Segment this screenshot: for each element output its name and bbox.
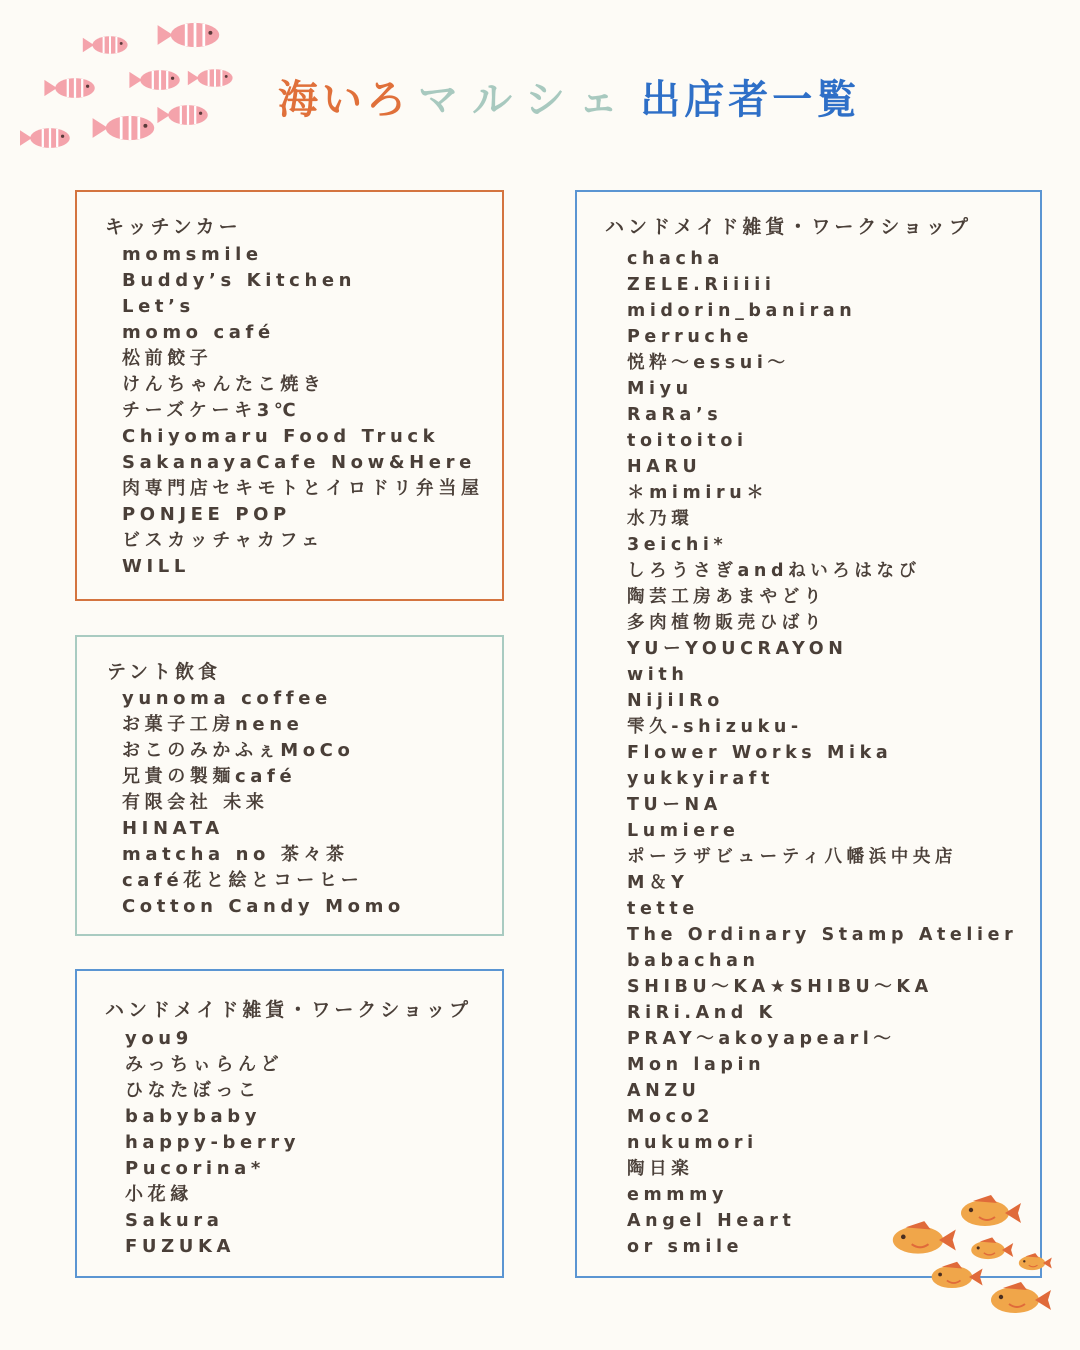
list-item: ビスカッチャカフェ: [122, 530, 324, 551]
page-title: [278, 68, 918, 132]
list-item: Buddy’s Kitchen: [122, 270, 357, 291]
list-item: 多肉植物販売ひばり: [627, 613, 826, 633]
list-item: M＆Y: [627, 873, 689, 893]
list-item: ZELE.Riiiii: [627, 275, 776, 295]
section-heading: テント飲食: [107, 661, 222, 683]
list-item: Miyu: [627, 379, 693, 399]
list-item: おこのみかふぇMoCo: [122, 740, 355, 761]
list-item: PRAY〜akoyapearl〜: [627, 1029, 896, 1049]
list-item: みっちぃらんど: [125, 1054, 284, 1075]
list-item: HINATA: [122, 818, 224, 839]
list-item: babachan: [627, 951, 760, 971]
list-item: Angel Heart: [627, 1211, 796, 1231]
list-item: YUーYOUCRAYON: [627, 639, 848, 659]
list-item: café花と絵とコーヒー: [122, 870, 364, 891]
list-item: Mon lapin: [627, 1055, 766, 1075]
list-item: SHIBU〜KA★SHIBU〜KA: [627, 977, 933, 997]
list-item: chacha: [627, 249, 724, 269]
list-item: Pucorina*: [125, 1158, 265, 1179]
list-item: 水乃環: [627, 509, 694, 529]
list-item: with: [627, 665, 689, 685]
list-item: 悦粋〜essui〜: [627, 353, 790, 373]
list-item: matcha no 茶々茶: [122, 844, 349, 865]
list-item: momsmile: [122, 244, 263, 265]
handmade-goods-section-right: [575, 190, 1042, 1278]
vendor-list: [627, 246, 1017, 1260]
list-item: Let’s: [122, 296, 195, 317]
list-item: Chiyomaru Food Truck: [122, 426, 440, 447]
list-item: toitoitoi: [627, 431, 748, 451]
list-item: 陶芸工房あまやどり: [627, 587, 826, 607]
list-item: nukumori: [627, 1133, 758, 1153]
list-item: チーズケーキ3℃: [122, 400, 301, 421]
list-item: 陶日楽: [627, 1159, 694, 1179]
list-item: 肉専門店セキモトとイロドリ弁当屋: [122, 478, 484, 499]
section-heading: ハンドメイド雑貨・ワークショップ: [605, 216, 973, 238]
section-heading: ハンドメイド雑貨・ワークショップ: [105, 999, 473, 1021]
list-item: you9: [125, 1028, 193, 1049]
list-item: 小花縁: [125, 1184, 193, 1205]
vendor-list: [125, 1026, 300, 1260]
list-item: PONJEE POP: [122, 504, 291, 525]
pink-fish-school-icon: [20, 10, 250, 160]
list-item: tette: [627, 899, 699, 919]
list-item: The Ordinary Stamp Atelier: [627, 925, 1018, 945]
list-item: SakanayaCafe Now&Here: [122, 452, 476, 473]
list-item: yunoma coffee: [122, 688, 332, 709]
list-item: 兄貴の製麺café: [122, 766, 297, 787]
list-item: けんちゃんたこ焼き: [122, 374, 326, 395]
list-item: ANZU: [627, 1081, 701, 1101]
list-item: 雫久-shizuku-: [627, 717, 803, 737]
list-item: yukkyiraft: [627, 769, 774, 789]
list-item: TUーNA: [627, 795, 722, 815]
list-item: happy-berry: [125, 1132, 301, 1153]
vendor-list: [122, 686, 405, 920]
list-item: 3eichi*: [627, 535, 728, 555]
section-heading: キッチンカー: [105, 216, 242, 238]
list-item: Lumiere: [627, 821, 740, 841]
list-item: HARU: [627, 457, 702, 477]
list-item: emmmy: [627, 1185, 728, 1205]
list-item: しろうさぎandねいろはなび: [627, 561, 921, 581]
list-item: midorin_baniran: [627, 301, 857, 321]
title-part-list: 出店者一覧: [640, 76, 861, 123]
vendor-list: [122, 242, 484, 580]
list-item: Cotton Candy Momo: [122, 896, 405, 917]
list-item: ポーラザビューティ八幡浜中央店: [627, 847, 958, 867]
list-item: 有限会社 未来: [122, 792, 269, 813]
list-item: babybaby: [125, 1106, 262, 1127]
title-part-marche: マルシェ: [418, 76, 633, 123]
list-item: Moco2: [627, 1107, 715, 1127]
title-part-umiiro: 海いろ: [278, 76, 410, 123]
kitchen-car-section: [75, 190, 504, 601]
list-item: Flower Works Mika: [627, 743, 893, 763]
list-item: WILL: [122, 556, 190, 577]
list-item: momo café: [122, 322, 275, 343]
handmade-goods-section-left: [75, 969, 504, 1278]
list-item: 松前餃子: [122, 348, 213, 369]
list-item: FUZUKA: [125, 1236, 236, 1257]
list-item: NijiIRo: [627, 691, 724, 711]
list-item: RaRa’s: [627, 405, 723, 425]
list-item: Sakura: [125, 1210, 224, 1231]
list-item: ひなたぼっこ: [125, 1080, 261, 1101]
list-item: or smile: [627, 1237, 744, 1257]
tent-food-section: [75, 635, 504, 936]
list-item: Perruche: [627, 327, 753, 347]
orange-fish-school-icon: [880, 1185, 1070, 1325]
list-item: お菓子工房nene: [122, 714, 304, 735]
list-item: RiRi.And K: [627, 1003, 777, 1023]
list-item: ＊mimiru＊: [627, 483, 769, 503]
